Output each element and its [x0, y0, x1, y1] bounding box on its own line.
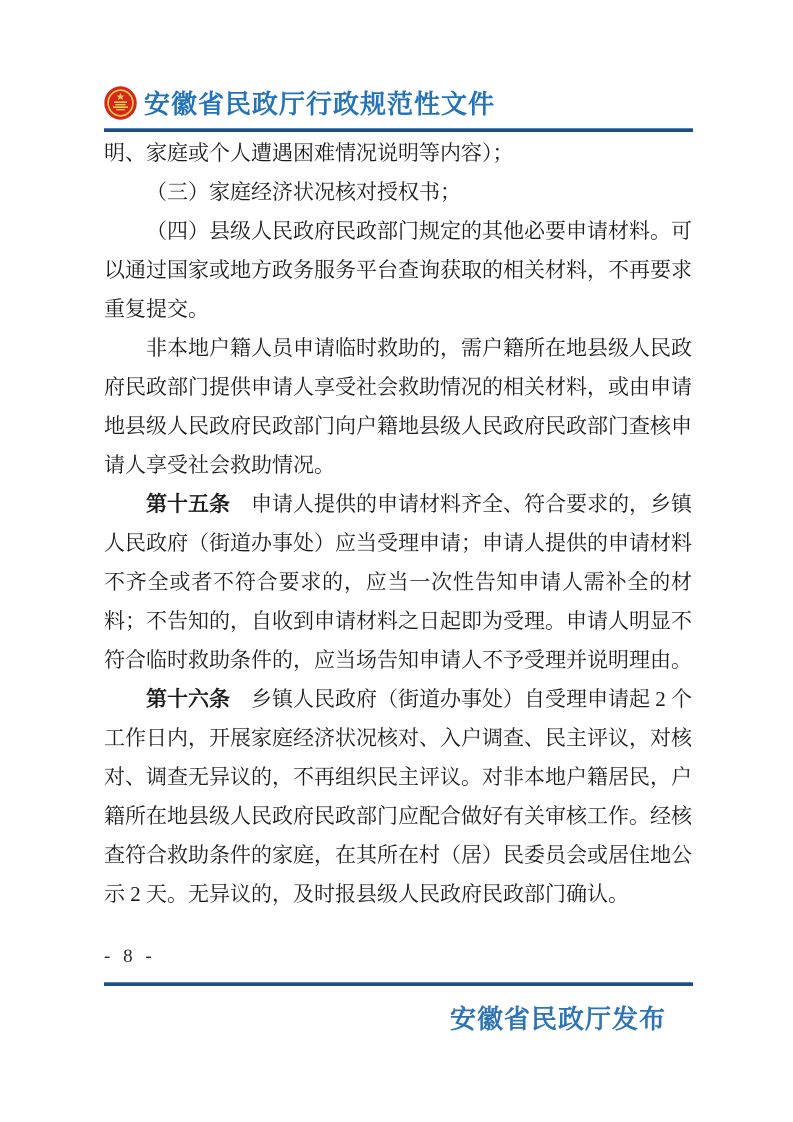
body-paragraph [104, 329, 692, 485]
document-body [104, 134, 692, 914]
publisher-label: 安徽省民政厅发布 [449, 1004, 666, 1034]
paragraph-text: 明、家庭或个人遭遇困难情况说明等内容）； [104, 141, 514, 165]
paragraph-text: 申请人提供的申请材料齐全、符合要求的，乡镇人民政府（街道办事处）应当受理申请；申请人提供的申请材料不齐全或者不符合要求的，应当一次性告知申请人需补全的材料；不告知的，自收到申请材料之日起即为受理。申请人明显不符合临时救助条件的，应当场告知申请人不予受理并说明理由。 [104, 492, 692, 672]
footer-divider [104, 982, 693, 986]
paragraph-text: （四）县级人民政府民政部门规定的其他必要申请材料。可以通过国家或地方政务服务平台查询获取的相关材料，不再要求重复提交。 [104, 219, 692, 321]
article-number: 第十六条 [146, 688, 230, 711]
document-header [104, 84, 495, 121]
paragraph-text: （三）家庭经济状况核对授权书； [146, 180, 461, 204]
body-paragraph [104, 212, 692, 329]
body-paragraph [104, 173, 692, 212]
national-emblem-icon [104, 86, 137, 120]
body-paragraph [104, 485, 692, 680]
page-number: - 8 - [104, 946, 156, 967]
document-type-title: 安徽省民政厅行政规范性文件 [144, 89, 496, 119]
body-paragraph [104, 134, 692, 173]
paragraph-text: 非本地户籍人员申请临时救助的，需户籍所在地县级人民政府民政部门提供申请人享受社会救助情况的相关材料，或由申请地县级人民政府民政部门向户籍地县级人民政府民政部门查核申请人享受社会救助情况。 [104, 336, 692, 477]
header-divider [104, 128, 693, 132]
body-paragraph [104, 680, 692, 914]
paragraph-text: 乡镇人民政府（街道办事处）自受理申请起 2 个工作日内，开展家庭经济状况核对、入户调查、民主评议，对核对、调查无异议的，不再组织民主评议。对非本地户籍居民，户籍所在地县级人民政府民政部门应配合做好有关审核工作。经核查符合救助条件的家庭，在其所在村（居）民委员会或居住地公示 2 天。无异议的，及时报县级人民政府民政部门确认。 [104, 687, 692, 906]
article-number: 第十五条 [146, 493, 230, 516]
